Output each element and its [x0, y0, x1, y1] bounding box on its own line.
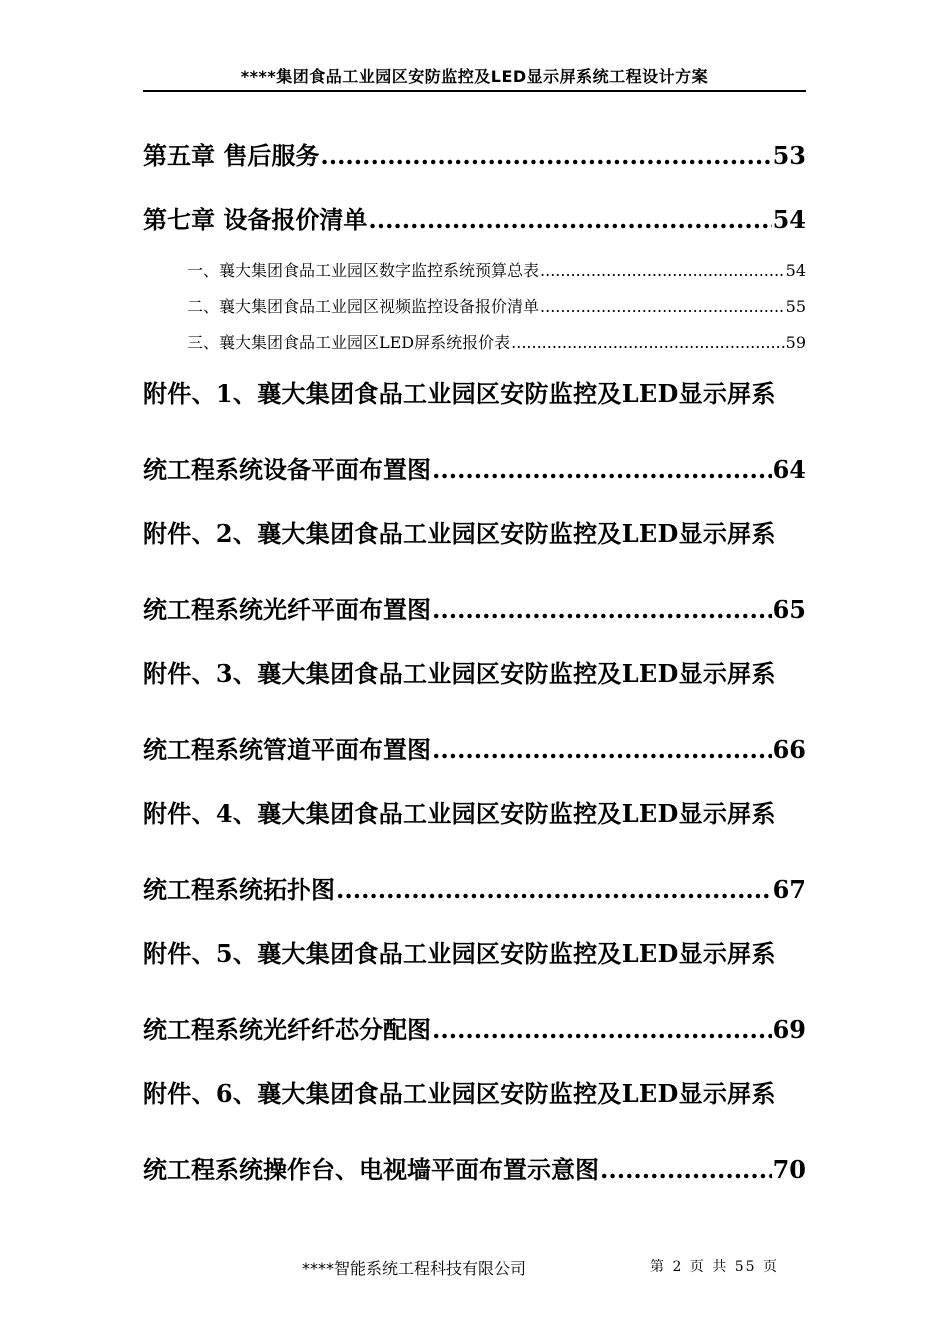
toc-entry-label: 统工程系统拓扑图: [143, 875, 335, 904]
footer-company: ****智能系统工程科技有限公司: [302, 1259, 527, 1278]
toc-attachment-6-line1[interactable]: 附件、6、襄大集团食品工业园区安防监控及LED显示屏系: [143, 1079, 776, 1108]
toc-leader-dots: [600, 1155, 772, 1184]
toc-attachment-4-line1[interactable]: 附件、4、襄大集团食品工业园区安防监控及LED显示屏系: [143, 799, 776, 828]
toc-entry-page: 65: [772, 595, 806, 624]
toc-entry-label: 统工程系统操作台、电视墙平面布置示意图: [143, 1155, 599, 1184]
toc-entry-page: 59: [785, 333, 806, 352]
toc-entry-label: 统工程系统管道平面布置图: [143, 735, 431, 764]
toc-entry-label: 第七章 设备报价清单: [143, 205, 368, 234]
toc-subentry-3[interactable]: [187, 330, 806, 353]
toc-leader-dots: [540, 261, 785, 280]
toc-leader-dots: [336, 875, 772, 904]
toc-entry-label: 第五章 售后服务: [143, 141, 320, 170]
toc-entry-label: 二、襄大集团食品工业园区视频监控设备报价清单: [187, 297, 540, 316]
toc-entry-page: 64: [772, 455, 806, 484]
toc-entry-page: 54: [772, 205, 806, 234]
toc-attachment-1[interactable]: [143, 450, 806, 485]
toc-entry-label: 统工程系统光纤平面布置图: [143, 595, 431, 624]
toc-leader-dots: [368, 205, 771, 234]
toc-entry-page: 54: [785, 261, 806, 280]
toc-entry-label: 一、襄大集团食品工业园区数字监控系统预算总表: [187, 261, 540, 280]
toc-attachment-1-line1[interactable]: 附件、1、襄大集团食品工业园区安防监控及LED显示屏系: [143, 379, 776, 408]
toc-attachment-4[interactable]: [143, 870, 806, 905]
toc-entry-page: 55: [785, 297, 806, 316]
toc-entry-page: 70: [772, 1155, 806, 1184]
toc-leader-dots: [432, 595, 772, 624]
toc-leader-dots: [432, 455, 772, 484]
toc-leader-dots: [320, 141, 771, 170]
toc-attachment-3[interactable]: [143, 730, 806, 765]
toc-entry-chapter-5[interactable]: [143, 136, 806, 171]
page-header: ****集团食品工业园区安防监控及LED显示屏系统工程设计方案: [240, 67, 709, 86]
toc-entry-page: 67: [772, 875, 806, 904]
toc-entry-label: 统工程系统光纤纤芯分配图: [143, 1015, 431, 1044]
toc-entry-label: 三、襄大集团食品工业园区LED屏系统报价表: [187, 333, 511, 352]
toc-attachment-2[interactable]: [143, 590, 806, 625]
toc-attachment-6[interactable]: [143, 1150, 806, 1185]
toc-leader-dots: [511, 333, 785, 352]
toc-entry-page: 53: [772, 141, 806, 170]
toc-subentry-2[interactable]: [187, 294, 806, 317]
toc-entry-page: 69: [772, 1015, 806, 1044]
header-rule: [143, 90, 806, 92]
page-footer: [0, 1256, 950, 1280]
toc-attachment-2-line1[interactable]: 附件、2、襄大集团食品工业园区安防监控及LED显示屏系: [143, 519, 776, 548]
toc-leader-dots: [540, 297, 785, 316]
toc-leader-dots: [432, 735, 772, 764]
toc-entry-page: 66: [772, 735, 806, 764]
toc-attachment-3-line1[interactable]: 附件、3、襄大集团食品工业园区安防监控及LED显示屏系: [143, 659, 776, 688]
toc-subentry-1[interactable]: [187, 258, 806, 281]
toc-attachment-5[interactable]: [143, 1010, 806, 1045]
toc-entry-label: 统工程系统设备平面布置图: [143, 455, 431, 484]
footer-page-info: 第 2 页 共 55 页: [650, 1259, 779, 1275]
toc-attachment-5-line1[interactable]: 附件、5、襄大集团食品工业园区安防监控及LED显示屏系: [143, 939, 776, 968]
toc-entry-chapter-7[interactable]: [143, 200, 806, 235]
toc-leader-dots: [432, 1015, 772, 1044]
